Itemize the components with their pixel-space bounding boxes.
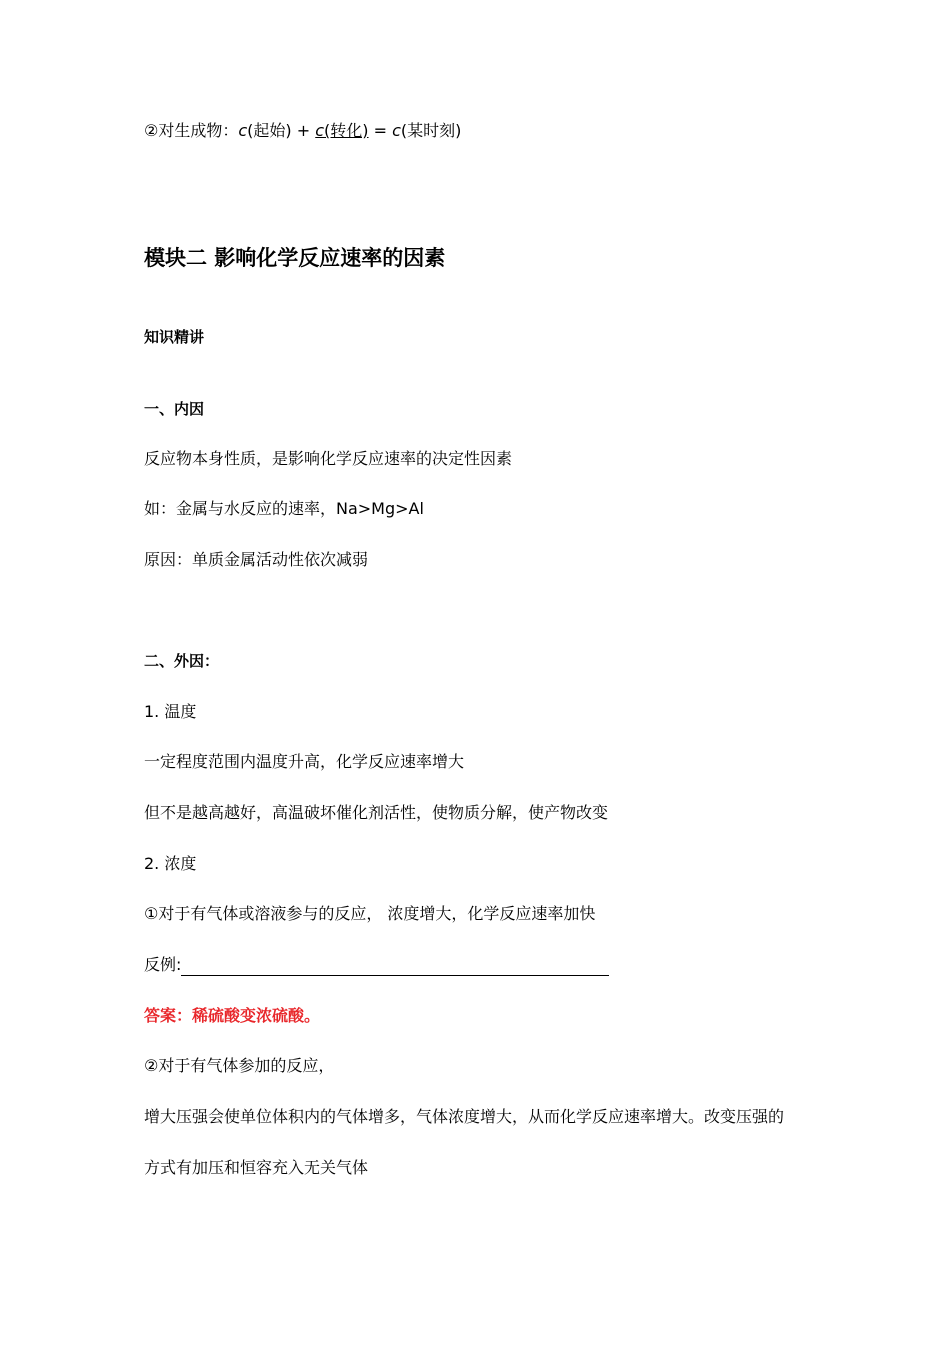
formula-c3: c xyxy=(392,121,401,140)
internal-heading: 一、内因 xyxy=(144,400,205,418)
internal-line-2: 如：金属与水反应的速率，Na>Mg>Al xyxy=(144,499,424,518)
formula-t4: (某时刻) xyxy=(400,121,462,140)
pressure-line-2: 方式有加压和恒容充入无关气体 xyxy=(144,1158,369,1177)
answer-blank xyxy=(181,957,609,976)
formula-c1: c xyxy=(238,121,248,140)
formula-t1: (起始) + xyxy=(247,121,316,140)
formula-c2-group xyxy=(315,121,368,140)
counter-example-label: 反例: xyxy=(144,955,182,974)
internal-line-1: 反应物本身性质，是影响化学反应速率的决定性因素 xyxy=(144,449,513,468)
formula-line xyxy=(144,120,461,142)
temperature-line-1: 一定程度范围内温度升高，化学反应速率增大 xyxy=(144,752,465,771)
counter-example-line xyxy=(144,954,609,976)
gas-reaction-line: ②对于有气体参加的反应， xyxy=(144,1056,335,1075)
formula-t2: (转化) xyxy=(324,121,369,140)
knowledge-heading: 知识精讲 xyxy=(144,328,205,346)
pressure-line-1: 增大压强会使单位体积内的气体增多，气体浓度增大，从而化学反应速率增大。改变压强的 xyxy=(144,1107,785,1126)
answer-text: 答案：稀硫酸变浓硫酸。 xyxy=(144,1006,321,1025)
formula-prefix: ②对生成物： xyxy=(144,121,239,140)
external-heading: 二、外因： xyxy=(144,652,220,670)
concentration-line-1: ①对于有气体或溶液参与的反应， 浓度增大，化学反应速率加快 xyxy=(144,904,596,923)
formula-c2: c xyxy=(315,121,325,140)
module-title: 模块二 影响化学反应速率的因素 xyxy=(144,246,446,270)
internal-line-3: 原因：单质金属活动性依次减弱 xyxy=(144,550,369,569)
temperature-title: 1. 温度 xyxy=(144,702,197,721)
formula-t3: = xyxy=(368,121,393,140)
temperature-line-2: 但不是越高越好，高温破坏催化剂活性，使物质分解，使产物改变 xyxy=(144,803,609,822)
concentration-title: 2. 浓度 xyxy=(144,854,197,873)
